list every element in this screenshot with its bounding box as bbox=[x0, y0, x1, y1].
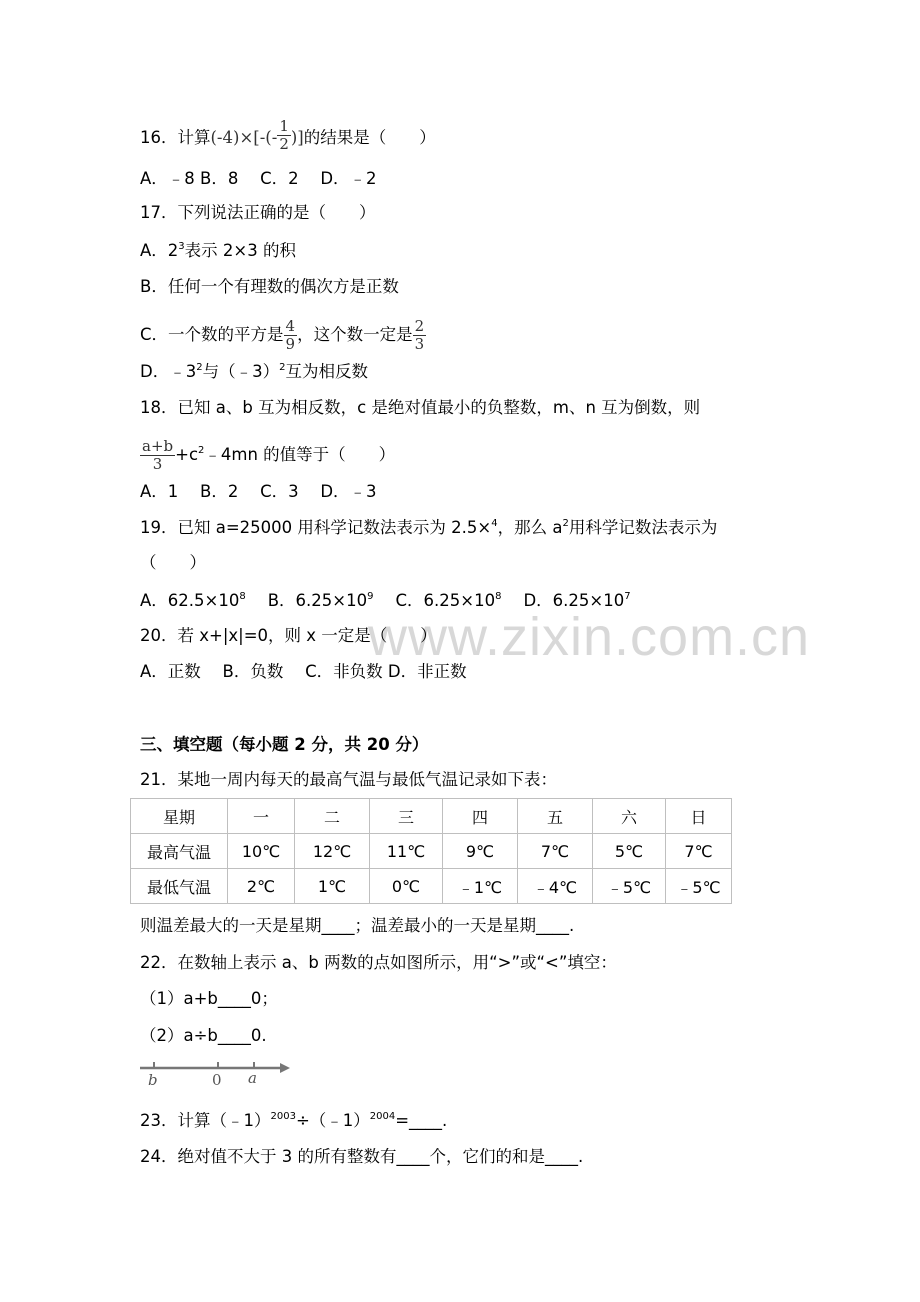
q23-sup1: 2003 bbox=[270, 1111, 296, 1122]
q16-frac-den: 2 bbox=[279, 135, 289, 153]
table-header-cell: 二 bbox=[295, 799, 370, 834]
q17-stem: 17．下列说法正确的是（ ） bbox=[140, 203, 376, 222]
axis-arrow bbox=[280, 1063, 290, 1073]
q17-opt-a-sup: 3 bbox=[178, 241, 185, 252]
q17-opt-d-sup2: 2 bbox=[279, 362, 286, 373]
table-cell: ﹣5℃ bbox=[666, 869, 732, 904]
table-header-cell: 日 bbox=[666, 799, 732, 834]
q16-suffix: 的结果是（ ） bbox=[303, 128, 436, 147]
table-header-cell: 五 bbox=[518, 799, 593, 834]
number-line bbox=[136, 1056, 296, 1090]
q18-expr-1: +c bbox=[175, 445, 199, 464]
table-header-cell: 六 bbox=[593, 799, 666, 834]
q17-opt-d-sup1: 2 bbox=[196, 362, 203, 373]
q20-stem: 20．若 x+|x|=0，则 x 一定是（ ） bbox=[140, 626, 437, 645]
q18-expr-sup: 2 bbox=[198, 445, 205, 456]
temperature-table bbox=[130, 798, 732, 904]
q19-opt-b: B．6.25×10 bbox=[267, 591, 368, 610]
q20-options: A．正数 B．负数 C．非负数 D．非正数 bbox=[140, 662, 467, 681]
q19-stem-1: 19．已知 a=25000 用科学记数法表示为 2.5× bbox=[140, 518, 492, 537]
table-cell: ﹣5℃ bbox=[593, 869, 666, 904]
q19-stem bbox=[140, 517, 717, 539]
q17-option-c bbox=[140, 318, 426, 353]
q17-option-a bbox=[140, 240, 296, 262]
table-cell: 11℃ bbox=[370, 834, 443, 869]
table-header-cell: 四 bbox=[443, 799, 518, 834]
q22-part2: （2）a÷b____0. bbox=[140, 1026, 267, 1045]
q17-option-d bbox=[140, 361, 368, 383]
q19-paren: （ ） bbox=[140, 553, 206, 572]
q23-t3: =____. bbox=[395, 1111, 448, 1130]
q16-number: 16． bbox=[140, 128, 178, 147]
table-header-cell: 星期 bbox=[131, 799, 228, 834]
q18-stem: 18．已知 a、b 互为相反数，c 是绝对值最小的负整数，m、n 互为倒数，则 bbox=[140, 398, 701, 417]
table-header-cell: 三 bbox=[370, 799, 443, 834]
table-cell: 10℃ bbox=[228, 834, 295, 869]
q19-opt-b-exp: 9 bbox=[367, 591, 374, 602]
question-23 bbox=[140, 1110, 447, 1132]
q19-opt-c: C．6.25×10 bbox=[395, 591, 496, 610]
q17-frac-2-num: 2 bbox=[414, 317, 425, 335]
table-cell: ﹣1℃ bbox=[443, 869, 518, 904]
q16-fraction bbox=[277, 118, 291, 153]
watermark: www.zixin.com.cn bbox=[368, 607, 811, 667]
table-cell: 12℃ bbox=[295, 834, 370, 869]
question-24: 24．绝对值不大于 3 的所有整数有____个，它们的和是____. bbox=[140, 1147, 584, 1166]
q21-after: 则温差最大的一天是星期____；温差最小的一天是星期____. bbox=[140, 916, 575, 935]
q17-frac-1-den: 9 bbox=[285, 335, 296, 353]
q16-options: A．﹣8 B．8 C．2 D．﹣2 bbox=[140, 169, 377, 188]
table-cell: 0℃ bbox=[370, 869, 443, 904]
q18-fraction bbox=[140, 438, 175, 473]
table-cell: 7℃ bbox=[518, 834, 593, 869]
q18-options: A．1 B．2 C．3 D．﹣3 bbox=[140, 482, 377, 501]
q19-opt-d-exp: 7 bbox=[624, 591, 631, 602]
table-cell: 1℃ bbox=[295, 869, 370, 904]
q17-opt-c-1: C．一个数的平方是 bbox=[140, 325, 284, 344]
axis-label-a: a bbox=[248, 1069, 257, 1087]
table-row-low bbox=[131, 869, 732, 904]
q19-stem-3: 用科学记数法表示为 bbox=[568, 518, 718, 537]
table-header-row bbox=[131, 799, 732, 834]
axis-label-0: 0 bbox=[212, 1071, 222, 1089]
q17-option-b: B．任何一个有理数的偶次方是正数 bbox=[140, 277, 399, 296]
q17-opt-d-3: 互为相反数 bbox=[285, 362, 368, 381]
axis-label-b: b bbox=[148, 1071, 158, 1089]
q18-expression bbox=[140, 438, 395, 473]
table-row-high bbox=[131, 834, 732, 869]
q19-stem-sup2: 2 bbox=[562, 518, 569, 529]
q16-expr-b: )] bbox=[290, 128, 304, 147]
q17-frac-1-num: 4 bbox=[285, 317, 296, 335]
q17-frac-1 bbox=[284, 318, 298, 353]
q22-part1: （1）a+b____0； bbox=[140, 989, 278, 1008]
q18-frac-den: 3 bbox=[152, 455, 163, 473]
q19-options bbox=[140, 590, 631, 612]
q16-prefix: 计算 bbox=[177, 128, 211, 147]
q19-opt-c-exp: 8 bbox=[495, 591, 502, 602]
section-heading: 三、填空题（每小题 2 分，共 20 分） bbox=[140, 735, 429, 754]
q16-frac-num: 1 bbox=[279, 117, 289, 135]
question-16 bbox=[140, 117, 436, 153]
q19-stem-2: ，那么 a bbox=[497, 518, 563, 537]
q17-opt-d-2: 与（﹣3） bbox=[202, 362, 280, 381]
q19-opt-a: A．62.5×10 bbox=[140, 591, 240, 610]
q19-stem-sup1: 4 bbox=[491, 518, 498, 529]
q17-opt-a-1: A．2 bbox=[140, 241, 179, 260]
table-cell: 5℃ bbox=[593, 834, 666, 869]
q17-opt-a-2: 表示 2×3 的积 bbox=[184, 241, 296, 260]
q17-frac-2-den: 3 bbox=[414, 335, 425, 353]
table-header-cell: 一 bbox=[228, 799, 295, 834]
table-cell: ﹣4℃ bbox=[518, 869, 593, 904]
q22-stem: 22．在数轴上表示 a、b 两数的点如图所示，用“>”或“<”填空： bbox=[140, 953, 617, 972]
q19-opt-d: D．6.25×10 bbox=[523, 591, 625, 610]
q17-frac-2 bbox=[413, 318, 427, 353]
row-label-high: 最高气温 bbox=[131, 834, 228, 869]
table-cell: 2℃ bbox=[228, 869, 295, 904]
row-label-low: 最低气温 bbox=[131, 869, 228, 904]
q23-t2: ÷（﹣1） bbox=[295, 1111, 370, 1130]
q17-opt-d-1: D．﹣3 bbox=[140, 362, 197, 381]
q18-expr-2: ﹣4mn 的值等于（ ） bbox=[204, 445, 396, 464]
table-cell: 9℃ bbox=[443, 834, 518, 869]
q16-expr-a: (-4)×[-(- bbox=[210, 128, 278, 147]
q18-frac-num: a+b bbox=[142, 437, 174, 455]
q23-t1: 23．计算（﹣1） bbox=[140, 1111, 271, 1130]
q21-stem: 21．某地一周内每天的最高气温与最低气温记录如下表： bbox=[140, 770, 557, 789]
q23-sup2: 2004 bbox=[369, 1111, 396, 1122]
table-cell: 7℃ bbox=[666, 834, 732, 869]
q17-opt-c-2: ，这个数一定是 bbox=[297, 325, 413, 344]
q19-opt-a-exp: 8 bbox=[239, 591, 246, 602]
